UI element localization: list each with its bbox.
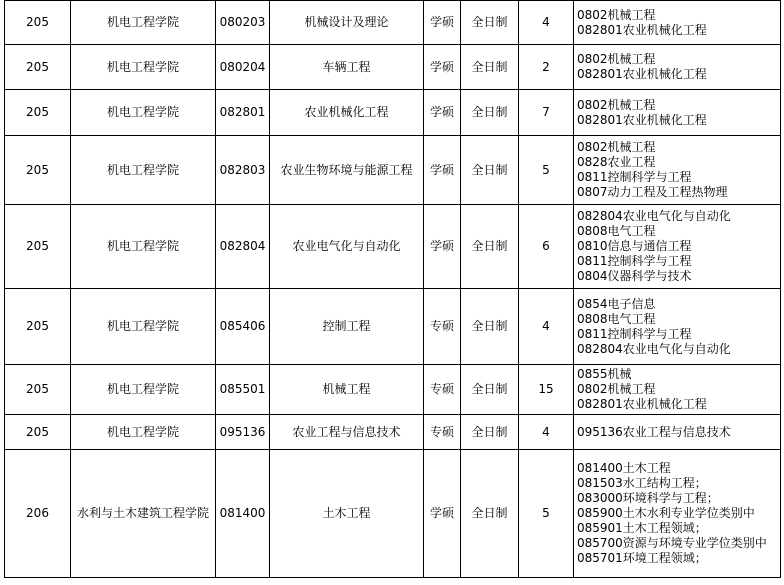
discipline-line: 095136农业工程与信息技术 [577,424,731,439]
discipline-line: 081400土木工程 [577,461,671,475]
study-mode-cell: 全日制 [461,289,519,365]
school-code-cell: 205 [5,45,71,90]
table-row [5,205,781,289]
related-disciplines-cell [574,289,781,365]
discipline-line: 0808电气工程 [577,224,656,238]
degree-type-cell: 专硕 [424,289,461,365]
discipline-line: 081503水工结构工程； [577,476,707,490]
related-disciplines-cell [574,1,781,45]
quota-cell: 4 [519,1,574,45]
degree-type-cell: 学硕 [424,450,461,578]
school-code-cell: 205 [5,365,71,415]
school-code-cell: 205 [5,205,71,289]
table-row [5,45,781,90]
quota-cell: 7 [519,90,574,136]
discipline-line: 082801农业机械化工程 [577,67,707,81]
college-cell: 机电工程学院 [71,1,216,45]
discipline-line: 082801农业机械化工程 [577,22,707,37]
major-name-cell: 车辆工程 [270,45,424,90]
major-code-cell: 085501 [216,365,270,415]
discipline-line: 085900土木水利专业学位类别中 [577,506,755,520]
quota-cell: 15 [519,365,574,415]
major-name-cell: 机械设计及理论 [270,1,424,45]
degree-type-cell: 学硕 [424,1,461,45]
table-row [5,365,781,415]
discipline-line: 0811控制科学与工程 [577,326,692,341]
related-disciplines-cell [574,45,781,90]
major-name-cell: 农业工程与信息技术 [270,415,424,450]
study-mode-cell: 全日制 [461,450,519,578]
discipline-line: 083000环境科学与工程； [577,491,719,505]
major-name-cell: 土木工程 [270,450,424,578]
discipline-line: 082804农业电气化与自动化 [577,341,731,356]
table-row [5,415,781,450]
discipline-line: 082801农业机械化工程 [577,112,707,127]
school-code-cell: 206 [5,450,71,578]
major-code-cell: 080203 [216,1,270,45]
discipline-line: 0802机械工程 [577,7,656,22]
quota-cell: 5 [519,450,574,578]
table-body [5,1,781,578]
degree-type-cell: 学硕 [424,205,461,289]
study-mode-cell: 全日制 [461,365,519,415]
table-row [5,289,781,365]
discipline-line: 0804仪器科学与技术 [577,269,692,283]
college-cell: 机电工程学院 [71,90,216,136]
discipline-line: 082801农业机械化工程 [577,397,707,411]
major-code-cell: 085406 [216,289,270,365]
study-mode-cell: 全日制 [461,45,519,90]
school-code-cell: 205 [5,1,71,45]
major-code-cell: 095136 [216,415,270,450]
related-disciplines-cell [574,90,781,136]
discipline-line: 0811控制科学与工程 [577,254,692,268]
degree-type-cell: 学硕 [424,136,461,205]
discipline-line: 0802机械工程 [577,52,656,66]
related-disciplines-cell [574,205,781,289]
discipline-line: 085901土木工程领域； [577,521,707,535]
college-cell: 机电工程学院 [71,415,216,450]
major-code-cell: 082801 [216,90,270,136]
related-disciplines-cell [574,365,781,415]
degree-type-cell: 专硕 [424,415,461,450]
admissions-table [4,0,781,578]
discipline-line: 0802机械工程 [577,97,656,112]
major-name-cell: 机械工程 [270,365,424,415]
quota-cell: 5 [519,136,574,205]
quota-cell: 6 [519,205,574,289]
degree-type-cell: 学硕 [424,45,461,90]
table-row [5,450,781,578]
major-name-cell: 农业机械化工程 [270,90,424,136]
major-name-cell: 农业电气化与自动化 [270,205,424,289]
college-cell: 机电工程学院 [71,289,216,365]
study-mode-cell: 全日制 [461,1,519,45]
table-row [5,1,781,45]
table-row [5,90,781,136]
college-cell: 机电工程学院 [71,205,216,289]
discipline-line: 085700资源与环境专业学位类别中 [577,536,767,550]
discipline-line: 0802机械工程 [577,140,656,154]
related-disciplines-cell [574,136,781,205]
discipline-line: 0807动力工程及工程热物理 [577,185,728,199]
college-cell: 机电工程学院 [71,45,216,90]
degree-type-cell: 学硕 [424,90,461,136]
quota-cell: 4 [519,289,574,365]
quota-cell: 4 [519,415,574,450]
school-code-cell: 205 [5,415,71,450]
discipline-line: 0854电子信息 [577,296,656,311]
major-name-cell: 控制工程 [270,289,424,365]
discipline-line: 0855机械 [577,367,632,381]
college-cell: 水利与土木建筑工程学院 [71,450,216,578]
discipline-line: 082804农业电气化与自动化 [577,209,731,223]
major-code-cell: 081400 [216,450,270,578]
school-code-cell: 205 [5,289,71,365]
discipline-line: 0802机械工程 [577,382,656,396]
discipline-line: 0811控制科学与工程 [577,170,692,184]
discipline-line: 0828农业工程 [577,155,656,169]
discipline-line: 0808电气工程 [577,311,656,326]
table-row [5,136,781,205]
major-code-cell: 080204 [216,45,270,90]
major-code-cell: 082804 [216,205,270,289]
quota-cell: 2 [519,45,574,90]
related-disciplines-cell [574,450,781,578]
related-disciplines-cell [574,415,781,450]
study-mode-cell: 全日制 [461,136,519,205]
study-mode-cell: 全日制 [461,205,519,289]
discipline-line: 085701环境工程领域； [577,551,707,565]
college-cell: 机电工程学院 [71,136,216,205]
study-mode-cell: 全日制 [461,415,519,450]
degree-type-cell: 专硕 [424,365,461,415]
college-cell: 机电工程学院 [71,365,216,415]
major-name-cell: 农业生物环境与能源工程 [270,136,424,205]
discipline-line: 0810信息与通信工程 [577,239,692,253]
study-mode-cell: 全日制 [461,90,519,136]
school-code-cell: 205 [5,90,71,136]
school-code-cell: 205 [5,136,71,205]
major-code-cell: 082803 [216,136,270,205]
